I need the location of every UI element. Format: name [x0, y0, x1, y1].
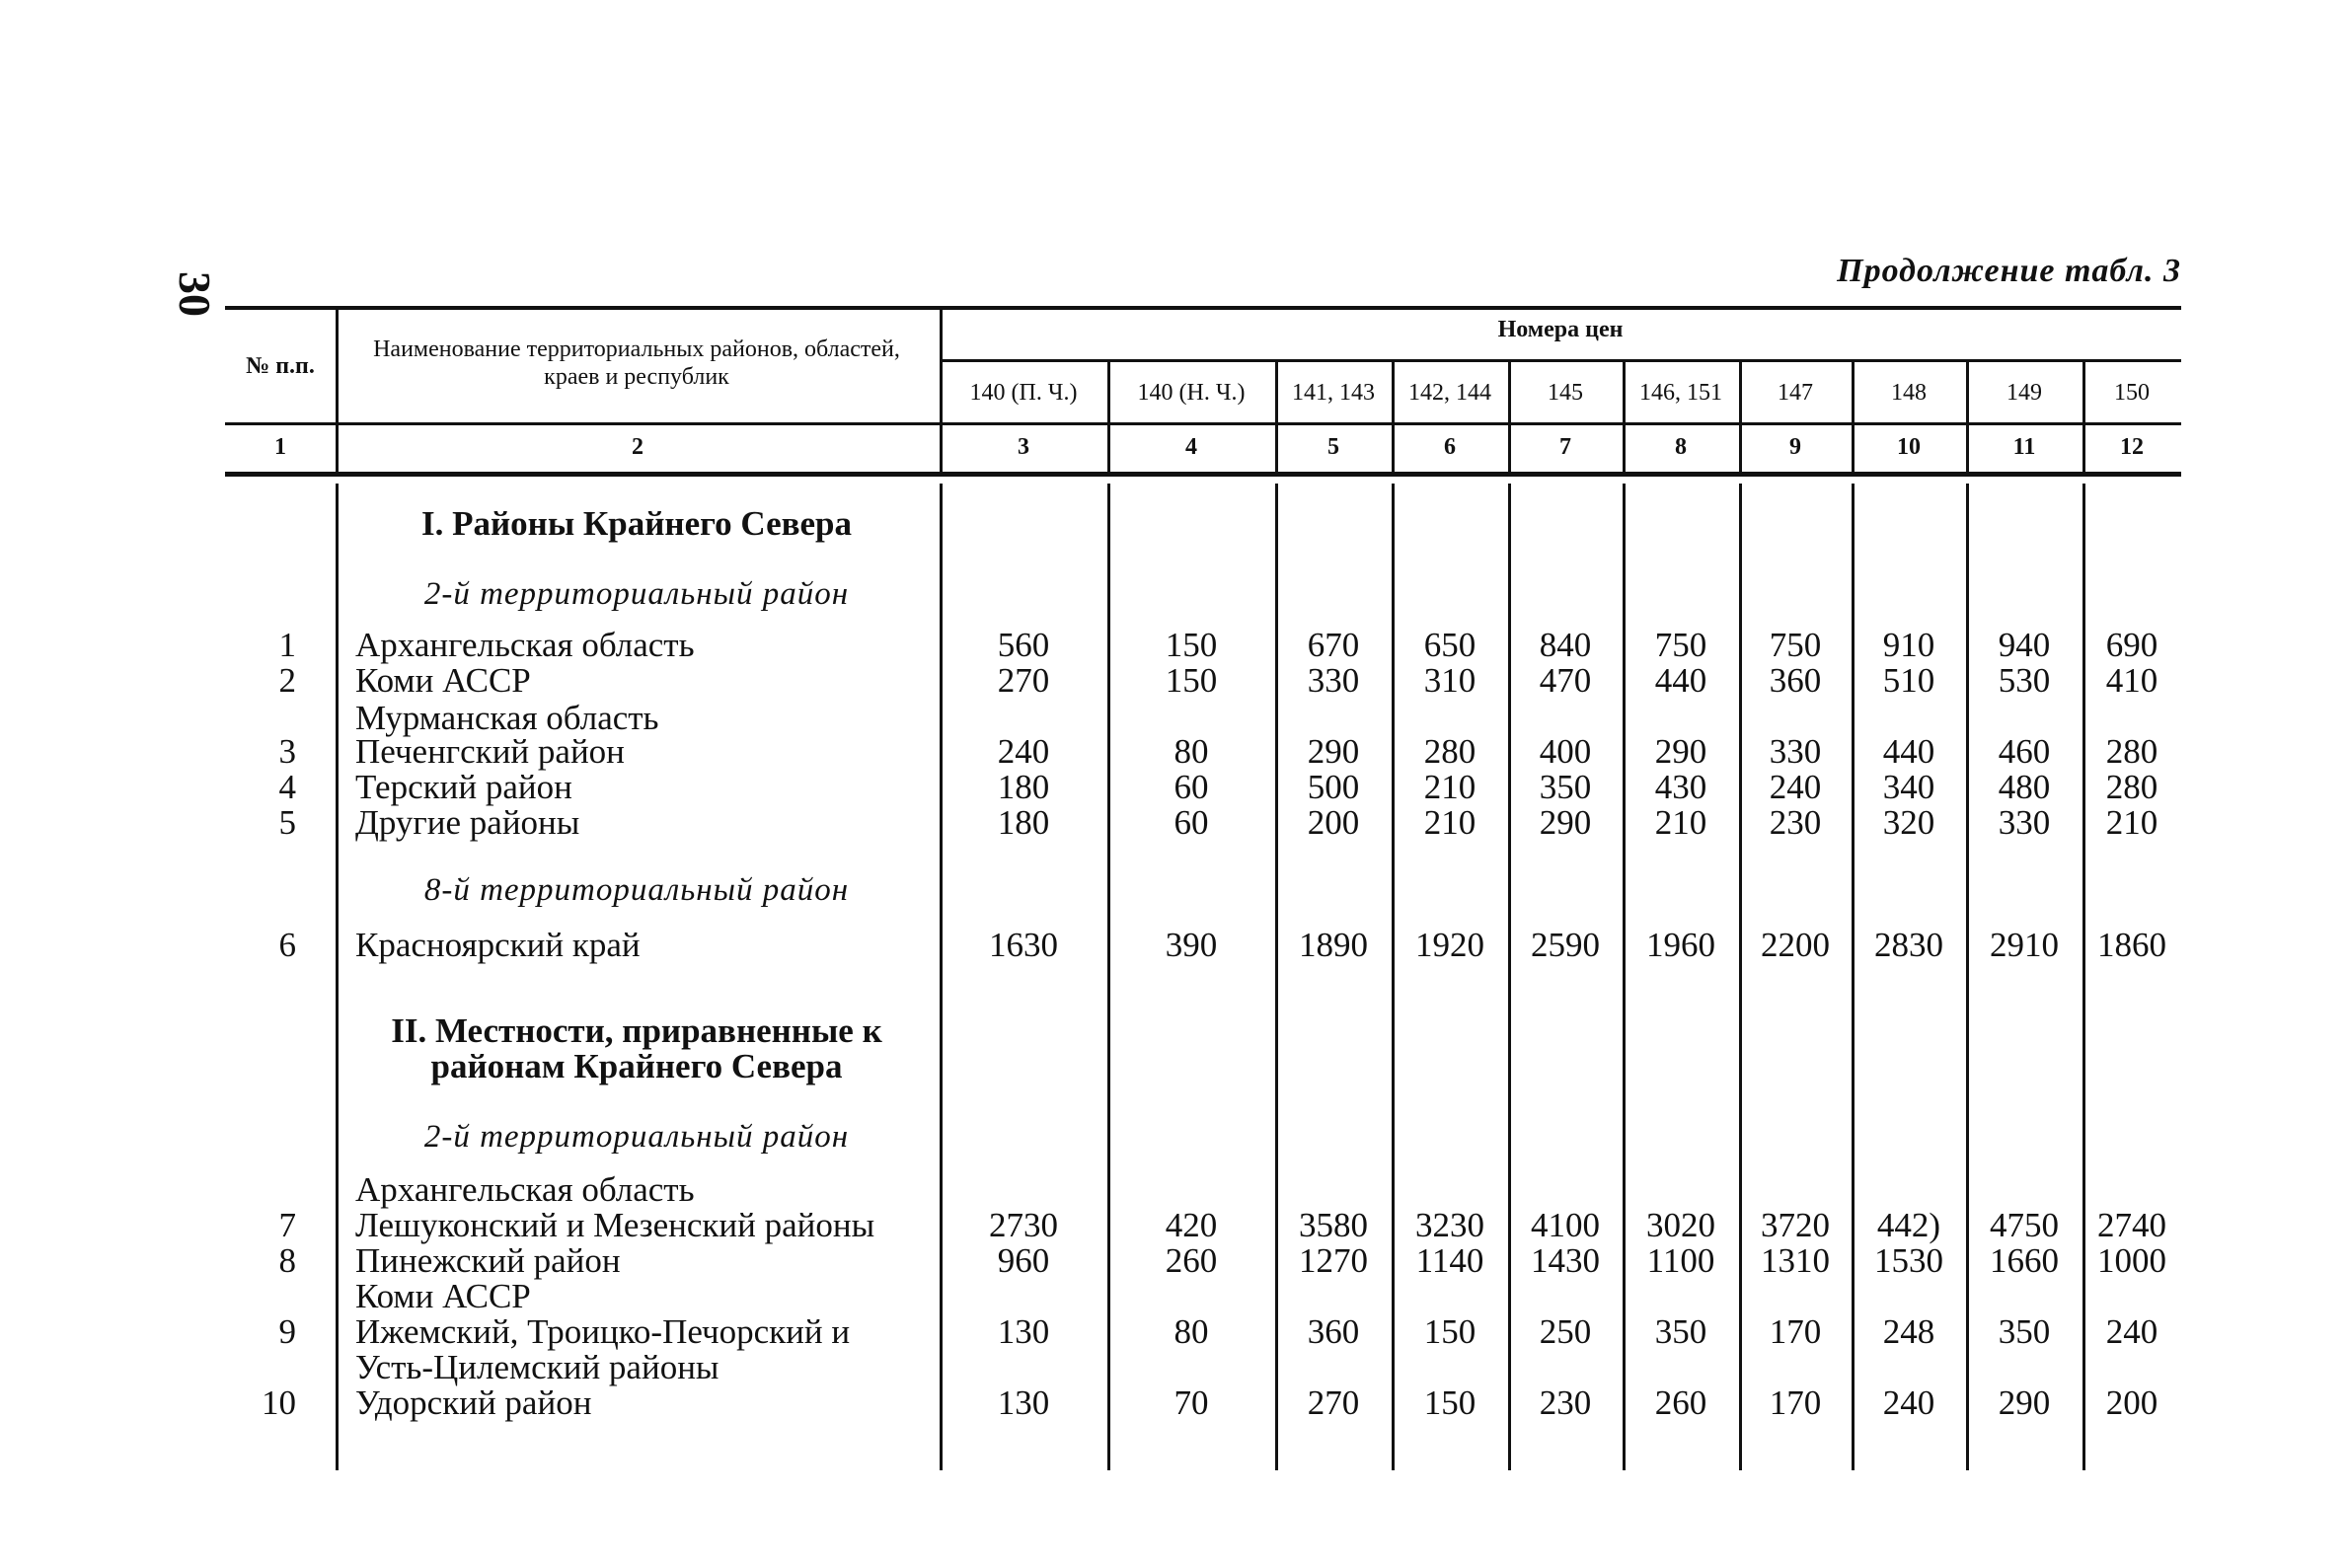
row-value: 150 [1165, 661, 1218, 700]
row-number: 9 [278, 1312, 296, 1351]
column-number: 5 [1327, 434, 1339, 460]
row-value: 560 [997, 626, 1050, 664]
row-value: 1430 [1531, 1241, 1600, 1280]
row-name: Красноярский край [355, 926, 641, 964]
price-column-header: 149 [2006, 380, 2042, 406]
row-value: 248 [1882, 1312, 1935, 1351]
row-value: 260 [1165, 1241, 1218, 1280]
row-value: 350 [1539, 768, 1592, 806]
row-value: 390 [1165, 926, 1218, 964]
row-value: 240 [2105, 1312, 2158, 1351]
group-label-murmansk: Мурманская область [355, 699, 659, 737]
price-column-header: 147 [1778, 380, 1813, 406]
row-value: 1630 [989, 926, 1058, 964]
price-column-header: 150 [2114, 380, 2150, 406]
table-caption: Продолжение табл. 3 [1837, 253, 2181, 289]
row-value: 1920 [1415, 926, 1484, 964]
column-number: 6 [1444, 434, 1456, 460]
row-value: 80 [1174, 732, 1209, 771]
row-number: 6 [278, 926, 296, 964]
row-value: 280 [1423, 732, 1476, 771]
row-name: Лешуконский и Мезенский районы [355, 1206, 875, 1244]
body-divider-name [336, 484, 339, 1470]
row-value: 200 [1307, 803, 1360, 842]
row-value: 180 [997, 803, 1050, 842]
row-value: 360 [1307, 1312, 1360, 1351]
column-number-rule [225, 472, 2181, 477]
row-number: 10 [262, 1383, 296, 1422]
row-value: 230 [1539, 1383, 1592, 1422]
row-value: 1310 [1761, 1241, 1830, 1280]
row-value: 1000 [2097, 1241, 2166, 1280]
row-value: 320 [1882, 803, 1935, 842]
row-value: 330 [1998, 803, 2051, 842]
row-number: 5 [278, 803, 296, 842]
row-value: 150 [1423, 1312, 1476, 1351]
group-label-komi: Коми АССР [355, 1277, 531, 1315]
row-value: 1660 [1990, 1241, 2059, 1280]
price-column-header: 140 (Н. Ч.) [1137, 380, 1246, 406]
price-column-header: 145 [1548, 380, 1583, 406]
section-1-title: I. Районы Крайнего Севера [420, 504, 853, 543]
row-value: 650 [1423, 626, 1476, 664]
row-value: 1140 [1415, 1241, 1484, 1280]
row-value: 290 [1539, 803, 1592, 842]
row-value: 2830 [1874, 926, 1943, 964]
row-name: Пинежский район [355, 1241, 621, 1280]
header-index: № п.п. [246, 353, 315, 379]
top-rule [225, 306, 2181, 310]
row-value: 170 [1769, 1312, 1822, 1351]
column-number: 1 [274, 434, 286, 460]
row-value: 400 [1539, 732, 1592, 771]
row-value: 210 [1423, 803, 1476, 842]
row-value: 70 [1174, 1383, 1209, 1422]
row-value: 290 [1998, 1383, 2051, 1422]
row-value: 180 [997, 768, 1050, 806]
row-value: 410 [2105, 661, 2158, 700]
column-number: 9 [1789, 434, 1801, 460]
column-number: 11 [2012, 434, 2036, 460]
row-value: 2910 [1990, 926, 2059, 964]
row-value: 210 [2105, 803, 2158, 842]
row-value: 750 [1654, 626, 1707, 664]
row-value: 510 [1882, 661, 1935, 700]
row-value: 130 [997, 1383, 1050, 1422]
row-value: 530 [1998, 661, 2051, 700]
row-number: 2 [278, 661, 296, 700]
row-value: 1270 [1299, 1241, 1368, 1280]
row-value: 210 [1654, 803, 1707, 842]
row-value: 2730 [989, 1206, 1058, 1244]
row-value: 240 [1882, 1383, 1935, 1422]
section-2-subtitle-2: 2-й территориальный район [423, 1119, 850, 1155]
header-prices-group: Номера цен [1497, 317, 1624, 342]
column-number: 12 [2120, 434, 2144, 460]
row-value: 1100 [1646, 1241, 1715, 1280]
row-value: 430 [1654, 768, 1707, 806]
row-value: 940 [1998, 626, 2051, 664]
row-value: 310 [1423, 661, 1476, 700]
row-value: 420 [1165, 1206, 1218, 1244]
page-number: 30 [170, 271, 221, 317]
row-value: 330 [1769, 732, 1822, 771]
row-name: Ижемский, Троицко-Печорский и [355, 1312, 851, 1351]
column-number: 8 [1675, 434, 1687, 460]
row-value: 460 [1998, 732, 2051, 771]
group-label-arkhangelsk: Архангельская область [355, 1170, 695, 1209]
row-value: 350 [1998, 1312, 2051, 1351]
row-value: 670 [1307, 626, 1360, 664]
header-rule [225, 422, 2181, 425]
row-value: 270 [1307, 1383, 1360, 1422]
row-number: 4 [278, 768, 296, 806]
row-value: 60 [1174, 768, 1209, 806]
column-number: 4 [1185, 434, 1197, 460]
row-9-name-continuation: Усть-Цилемский районы [355, 1348, 719, 1386]
row-value: 3020 [1646, 1206, 1715, 1244]
row-number: 8 [278, 1241, 296, 1280]
row-value: 440 [1654, 661, 1707, 700]
row-value: 130 [997, 1312, 1050, 1351]
section-2-title-line2: районам Крайнего Севера [430, 1047, 843, 1085]
row-value: 960 [997, 1241, 1050, 1280]
row-value: 840 [1539, 626, 1592, 664]
row-value: 910 [1882, 626, 1935, 664]
row-value: 470 [1539, 661, 1592, 700]
row-value: 3720 [1761, 1206, 1830, 1244]
row-value: 210 [1423, 768, 1476, 806]
row-value: 1530 [1874, 1241, 1943, 1280]
header-name: Наименование территориальных районов, областей, краев и республик [373, 336, 900, 390]
section-2-title-line1: II. Местности, приравненные к [391, 1011, 882, 1050]
row-name: Коми АССР [355, 661, 531, 700]
row-value: 250 [1539, 1312, 1592, 1351]
prices-group-rule [940, 359, 2181, 362]
section-1-subtitle-8: 8-й территориальный район [423, 872, 850, 908]
price-column-header: 141, 143 [1292, 380, 1375, 406]
row-name: Терский район [355, 768, 572, 806]
row-value: 150 [1423, 1383, 1476, 1422]
row-value: 330 [1307, 661, 1360, 700]
row-value: 690 [2105, 626, 2158, 664]
row-value: 4100 [1531, 1206, 1600, 1244]
row-value: 280 [2105, 732, 2158, 771]
row-value: 280 [2105, 768, 2158, 806]
row-value: 340 [1882, 768, 1935, 806]
row-value: 1890 [1299, 926, 1368, 964]
row-value: 260 [1654, 1383, 1707, 1422]
row-name: Другие районы [355, 803, 580, 842]
price-column-header: 148 [1891, 380, 1927, 406]
row-value: 4750 [1990, 1206, 2059, 1244]
column-number: 3 [1018, 434, 1029, 460]
price-column-header: 142, 144 [1408, 380, 1491, 406]
section-1-subtitle-2: 2-й территориальный район [423, 576, 850, 612]
row-name: Архангельская область [355, 626, 695, 664]
column-number: 7 [1559, 434, 1571, 460]
price-column-header: 140 (П. Ч.) [969, 380, 1078, 406]
row-number: 3 [278, 732, 296, 771]
row-value: 290 [1307, 732, 1360, 771]
column-number: 10 [1897, 434, 1921, 460]
row-number: 7 [278, 1206, 296, 1244]
price-column-header: 146, 151 [1639, 380, 1722, 406]
row-value: 442) [1876, 1206, 1941, 1244]
row-value: 240 [1769, 768, 1822, 806]
column-number: 2 [632, 434, 644, 460]
row-value: 80 [1174, 1312, 1209, 1351]
row-value: 440 [1882, 732, 1935, 771]
row-value: 270 [997, 661, 1050, 700]
row-value: 1960 [1646, 926, 1715, 964]
row-value: 170 [1769, 1383, 1822, 1422]
row-value: 3580 [1299, 1206, 1368, 1244]
row-value: 350 [1654, 1312, 1707, 1351]
row-value: 2740 [2097, 1206, 2166, 1244]
row-value: 500 [1307, 768, 1360, 806]
row-value: 750 [1769, 626, 1822, 664]
row-value: 1860 [2097, 926, 2166, 964]
row-value: 2200 [1761, 926, 1830, 964]
row-value: 60 [1174, 803, 1209, 842]
row-value: 290 [1654, 732, 1707, 771]
row-value: 360 [1769, 661, 1822, 700]
row-value: 200 [2105, 1383, 2158, 1422]
row-name: Печенгский район [355, 732, 625, 771]
row-name: Удорский район [355, 1383, 592, 1422]
row-value: 3230 [1415, 1206, 1484, 1244]
row-value: 240 [997, 732, 1050, 771]
row-value: 480 [1998, 768, 2051, 806]
row-value: 230 [1769, 803, 1822, 842]
row-value: 2590 [1531, 926, 1600, 964]
row-value: 150 [1165, 626, 1218, 664]
row-number: 1 [278, 626, 296, 664]
